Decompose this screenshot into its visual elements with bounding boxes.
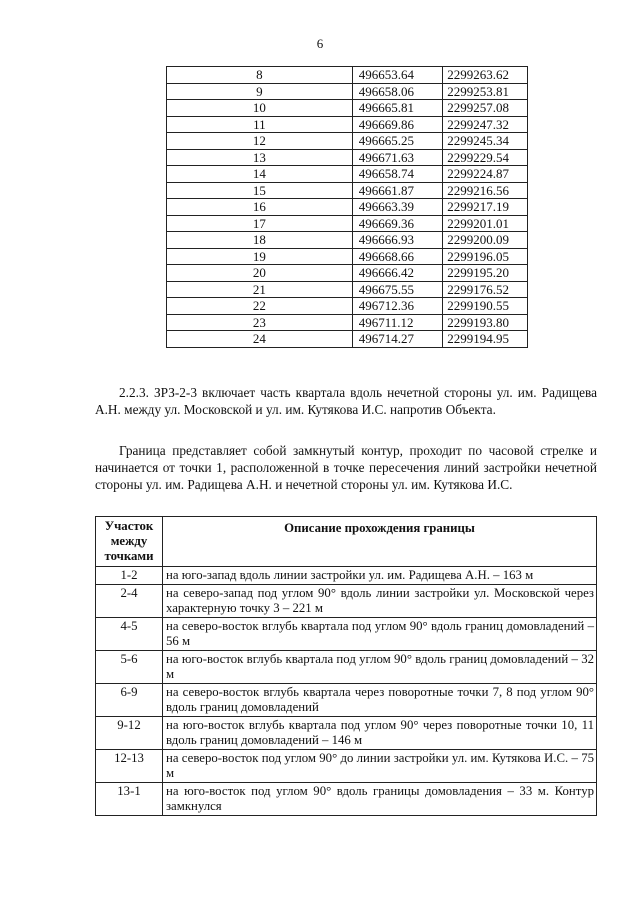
coordinates-table	[166, 66, 528, 348]
point-number-cell: 12	[167, 133, 353, 150]
x-coordinate-cell: 496658.06	[352, 83, 443, 100]
x-coordinate-cell: 496665.81	[352, 100, 443, 117]
x-coordinate-cell: 496653.64	[352, 67, 443, 84]
paragraph-zone-description: 2.2.3. ЗРЗ-2-3 включает часть квартала вдоль нечетной стороны ул. им. Радищева А.Н. между ул. Московской и ул. им. Кутякова И.С. напротив Объекта.	[95, 385, 597, 417]
x-coordinate-cell: 496658.74	[352, 166, 443, 183]
table-row	[96, 567, 597, 585]
description-cell: на юго-запад вдоль линии застройки ул. им. Радищева А.Н. – 163 м	[163, 567, 597, 585]
y-coordinate-cell: 2299229.54	[443, 149, 528, 166]
point-number-cell: 16	[167, 199, 353, 216]
description-cell: на юго-восток вглубь квартала под углом 90° вдоль границ домовладений – 32 м	[163, 651, 597, 684]
table-row	[167, 215, 528, 232]
table-row	[96, 717, 597, 750]
y-coordinate-cell: 2299201.01	[443, 215, 528, 232]
y-coordinate-cell: 2299253.81	[443, 83, 528, 100]
point-number-cell: 14	[167, 166, 353, 183]
y-coordinate-cell: 2299200.09	[443, 232, 528, 249]
table-row	[167, 199, 528, 216]
description-cell: на северо-восток вглубь квартала под углом 90° вдоль границ домовладений – 56 м	[163, 618, 597, 651]
table-row	[167, 265, 528, 282]
description-cell: на северо-восток вглубь квартала через поворотные точки 7, 8 под углом 90° вдоль границ домовладений	[163, 684, 597, 717]
table-row	[167, 100, 528, 117]
description-cell: на северо-восток под углом 90° до линии застройки ул. им. Кутякова И.С. – 75 м	[163, 750, 597, 783]
table-row	[96, 618, 597, 651]
x-coordinate-cell: 496661.87	[352, 182, 443, 199]
point-number-cell: 15	[167, 182, 353, 199]
y-coordinate-cell: 2299196.05	[443, 248, 528, 265]
x-coordinate-cell: 496665.25	[352, 133, 443, 150]
page-number: 6	[316, 36, 324, 51]
y-coordinate-cell: 2299263.62	[443, 67, 528, 84]
segment-cell: 6-9	[96, 684, 163, 717]
y-coordinate-cell: 2299195.20	[443, 265, 528, 282]
description-cell: на северо-запад под углом 90° вдоль линии застройки ул. Московской через характерную точку 3 – 221 м	[163, 585, 597, 618]
y-coordinate-cell: 2299176.52	[443, 281, 528, 298]
x-coordinate-cell: 496668.66	[352, 248, 443, 265]
table-row	[167, 248, 528, 265]
point-number-cell: 10	[167, 100, 353, 117]
x-coordinate-cell: 496671.63	[352, 149, 443, 166]
segment-cell: 1-2	[96, 567, 163, 585]
table-row	[167, 133, 528, 150]
y-coordinate-cell: 2299247.32	[443, 116, 528, 133]
segment-cell: 2-4	[96, 585, 163, 618]
y-coordinate-cell: 2299216.56	[443, 182, 528, 199]
table-row	[167, 67, 528, 84]
paragraph-boundary-description: Граница представляет собой замкнутый контур, проходит по часовой стрелке и начинается от точки 1, расположенной в точке пересечения линий застройки нечетной стороны ул. им. Радищева А.Н. и нечетной стороны ул. им. Кутякова И.С.	[95, 443, 597, 492]
point-number-cell: 18	[167, 232, 353, 249]
point-number-cell: 11	[167, 116, 353, 133]
header-description: Описание прохождения границы	[163, 517, 597, 567]
description-cell: на юго-восток вглубь квартала под углом 90° через поворотные точки 10, 11 вдоль границ домовладений – 146 м	[163, 717, 597, 750]
segment-cell: 9-12	[96, 717, 163, 750]
table-row	[96, 651, 597, 684]
x-coordinate-cell: 496714.27	[352, 331, 443, 348]
table-row	[167, 83, 528, 100]
x-coordinate-cell: 496711.12	[352, 314, 443, 331]
table-row	[167, 166, 528, 183]
x-coordinate-cell: 496712.36	[352, 298, 443, 315]
point-number-cell: 19	[167, 248, 353, 265]
y-coordinate-cell: 2299193.80	[443, 314, 528, 331]
table-row	[167, 232, 528, 249]
segment-cell: 13-1	[96, 783, 163, 816]
point-number-cell: 21	[167, 281, 353, 298]
y-coordinate-cell: 2299190.55	[443, 298, 528, 315]
point-number-cell: 24	[167, 331, 353, 348]
point-number-cell: 20	[167, 265, 353, 282]
y-coordinate-cell: 2299257.08	[443, 100, 528, 117]
y-coordinate-cell: 2299245.34	[443, 133, 528, 150]
x-coordinate-cell: 496666.42	[352, 265, 443, 282]
table-row	[167, 331, 528, 348]
header-segment: Участок между точками	[96, 517, 163, 567]
point-number-cell: 9	[167, 83, 353, 100]
segment-cell: 5-6	[96, 651, 163, 684]
y-coordinate-cell: 2299224.87	[443, 166, 528, 183]
table-row	[167, 298, 528, 315]
y-coordinate-cell: 2299217.19	[443, 199, 528, 216]
segment-cell: 4-5	[96, 618, 163, 651]
x-coordinate-cell: 496669.36	[352, 215, 443, 232]
table-row	[167, 314, 528, 331]
table-row	[96, 684, 597, 717]
y-coordinate-cell: 2299194.95	[443, 331, 528, 348]
x-coordinate-cell: 496669.86	[352, 116, 443, 133]
boundary-table	[95, 516, 597, 816]
x-coordinate-cell: 496663.39	[352, 199, 443, 216]
table-row	[96, 783, 597, 816]
point-number-cell: 13	[167, 149, 353, 166]
x-coordinate-cell: 496675.55	[352, 281, 443, 298]
table-row	[167, 116, 528, 133]
point-number-cell: 22	[167, 298, 353, 315]
table-row	[167, 281, 528, 298]
x-coordinate-cell: 496666.93	[352, 232, 443, 249]
table-row	[167, 182, 528, 199]
point-number-cell: 17	[167, 215, 353, 232]
point-number-cell: 8	[167, 67, 353, 84]
table-row	[96, 585, 597, 618]
table-row	[167, 149, 528, 166]
description-cell: на юго-восток под углом 90° вдоль границы домовладения – 33 м. Контур замкнулся	[163, 783, 597, 816]
table-row	[96, 750, 597, 783]
point-number-cell: 23	[167, 314, 353, 331]
segment-cell: 12-13	[96, 750, 163, 783]
